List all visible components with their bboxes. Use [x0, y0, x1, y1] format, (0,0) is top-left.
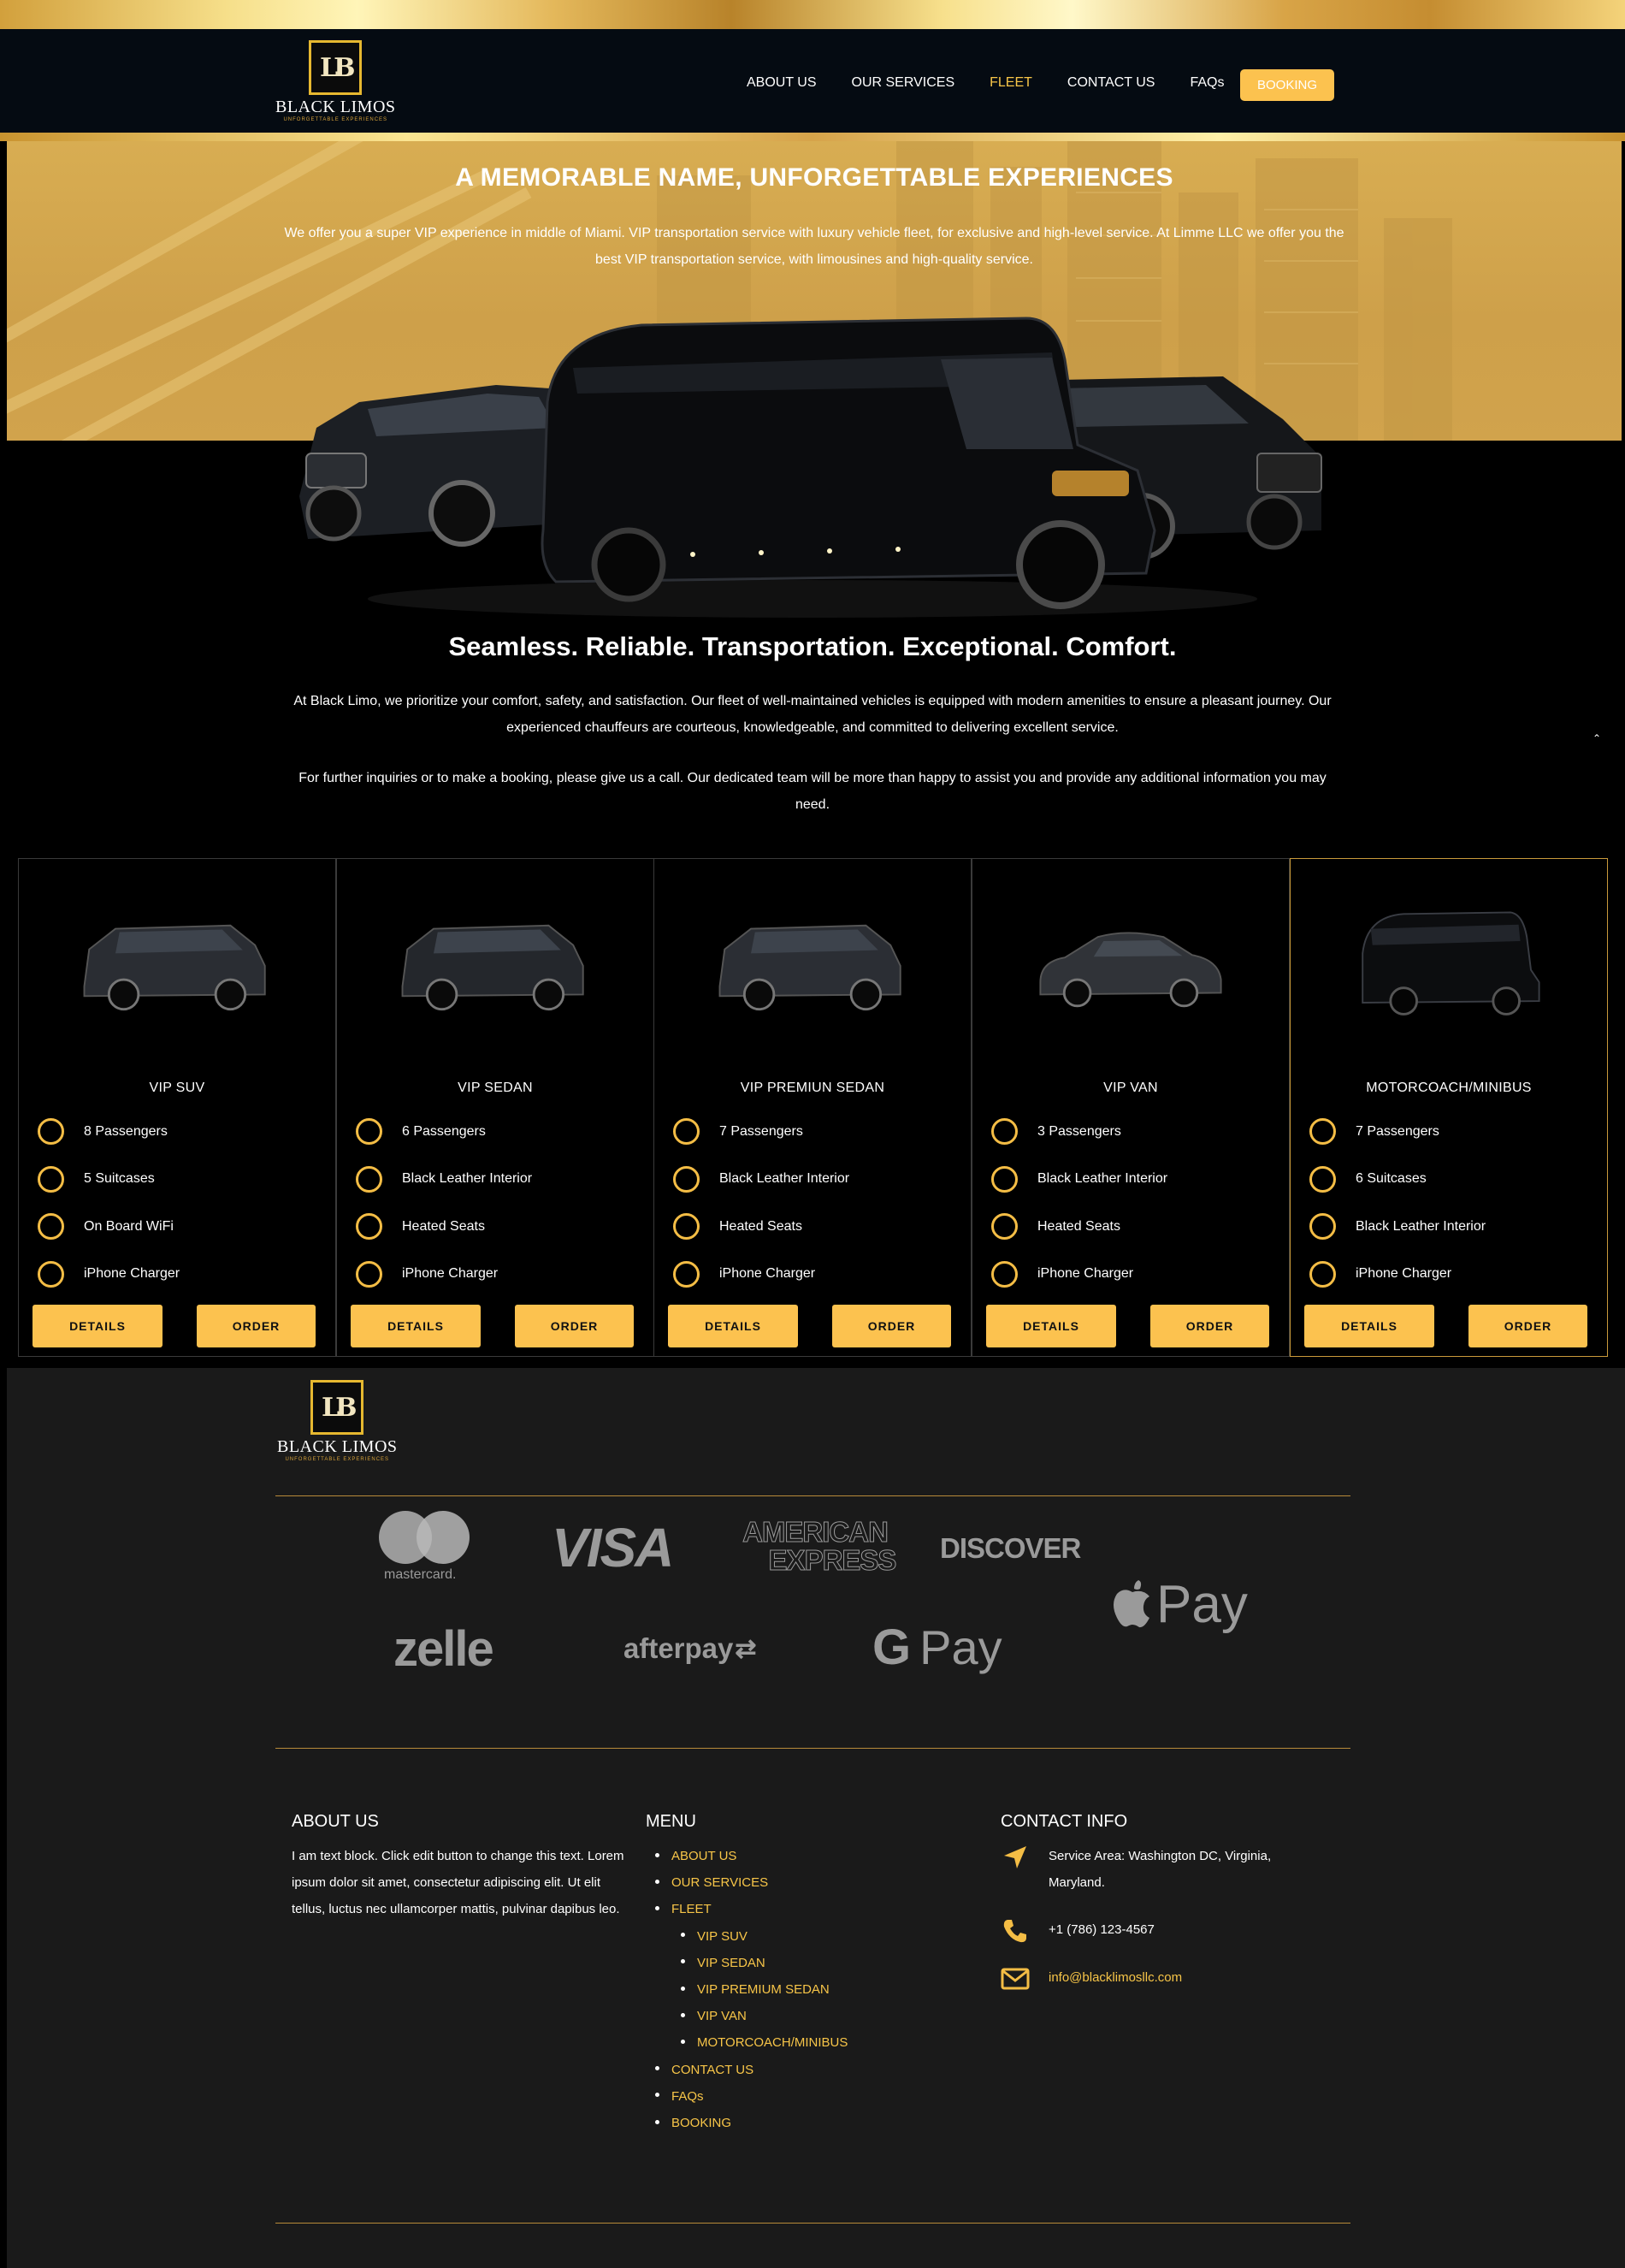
zelle-logo: zelle — [393, 1621, 493, 1677]
nav-about-us[interactable]: ABOUT US — [747, 75, 817, 90]
logo-name: BLACK LIMOS — [275, 98, 396, 116]
amex-logo: AMERICAN EXPRESS — [742, 1516, 896, 1576]
logo-tagline: UNFORGETTABLE EXPERIENCES — [283, 117, 388, 122]
footer-menu-item — [655, 2110, 848, 2136]
feature-label: Black Leather Interior — [402, 1171, 533, 1186]
feature-item — [673, 1261, 815, 1288]
fleet-vehicles-image — [282, 308, 1351, 625]
feature-item — [1309, 1261, 1451, 1288]
fleet-card — [972, 858, 1290, 1357]
fleet-card — [653, 858, 972, 1357]
google-pay-logo: G Pay — [872, 1620, 1002, 1675]
circle-bullet-icon — [673, 1166, 700, 1193]
fleet-card — [336, 858, 654, 1357]
feature-label: iPhone Charger — [402, 1266, 499, 1281]
feature-label: 6 Suitcases — [1356, 1171, 1427, 1186]
feature-label: 7 Passengers — [1356, 1123, 1439, 1139]
feature-item — [991, 1118, 1121, 1145]
footer-link-our-services[interactable]: OUR SERVICES — [671, 1875, 769, 1891]
feature-item — [356, 1118, 486, 1145]
hero-text: We offer you a super VIP experience in middle of Miami. VIP transportation service with luxury vehicle fleet, for exclusive and high-level service. At Limme LLC we offer you the best VIP transportation service, with limousines and high-quality service. — [284, 226, 1344, 267]
afterpay-logo: afterpay ⇄ — [623, 1632, 757, 1664]
circle-bullet-icon — [991, 1213, 1018, 1240]
feature-label: Heated Seats — [1037, 1218, 1120, 1234]
footer-submenu-item — [681, 1976, 848, 2003]
footer-link-vip-premium-sedan[interactable]: VIP PREMIUM SEDAN — [697, 1982, 830, 1998]
nav-divider — [0, 133, 1625, 141]
feature-label: On Board WiFi — [84, 1218, 174, 1234]
feature-item — [991, 1261, 1133, 1288]
footer-link-vip-van[interactable]: VIP VAN — [697, 2009, 747, 2024]
order-button[interactable]: ORDER — [197, 1305, 316, 1347]
vehicle-title: VIP PREMIUN SEDAN — [740, 1081, 885, 1095]
feature-label: Black Leather Interior — [1356, 1218, 1486, 1234]
circle-bullet-icon — [673, 1261, 700, 1288]
circle-bullet-icon — [38, 1213, 64, 1240]
feature-label: iPhone Charger — [84, 1266, 180, 1281]
vehicle-image — [74, 902, 280, 1021]
order-button[interactable]: ORDER — [515, 1305, 634, 1347]
nav-faqs[interactable]: FAQs — [1190, 75, 1225, 90]
circle-bullet-icon — [356, 1166, 382, 1193]
circle-bullet-icon — [991, 1261, 1018, 1288]
top-gold-bar — [0, 0, 1625, 29]
circle-bullet-icon — [991, 1166, 1018, 1193]
details-button[interactable]: DETAILS — [32, 1305, 162, 1347]
feature-label: Heated Seats — [402, 1218, 485, 1234]
feature-label: 3 Passengers — [1037, 1123, 1121, 1139]
footer-logo-tagline: UNFORGETTABLE EXPERIENCES — [285, 1457, 390, 1462]
order-button[interactable]: ORDER — [1150, 1305, 1269, 1347]
feature-label: 7 Passengers — [719, 1123, 803, 1139]
circle-bullet-icon — [673, 1118, 700, 1145]
footer-divider-bottom — [275, 2223, 1350, 2224]
feature-item — [38, 1213, 174, 1240]
vehicle-title: VIP VAN — [1103, 1081, 1158, 1095]
feature-label: Black Leather Interior — [1037, 1171, 1168, 1186]
intro-paragraph-1: At Black Limo, we prioritize your comfort, safety, and satisfaction. Our fleet of well-maintained vehicles is equipped with modern amenities to ensure a pleasant journey. Our experienced chauffeurs are courteous, knowledgeable, and committed to delivering excellent service. — [293, 694, 1332, 735]
apple-pay-logo: Pay — [1112, 1574, 1248, 1635]
footer-menu-item — [655, 1896, 848, 2056]
feature-item — [673, 1213, 802, 1240]
circle-bullet-icon — [38, 1166, 64, 1193]
location-arrow-icon — [1001, 1843, 1030, 1872]
main-menu — [747, 75, 1259, 91]
contact-email — [1001, 1964, 1182, 1993]
feature-item — [673, 1166, 849, 1193]
footer-logo[interactable] — [277, 1380, 398, 1462]
footer-submenu-item — [681, 2029, 848, 2056]
feature-item — [356, 1261, 498, 1288]
circle-bullet-icon — [1309, 1166, 1336, 1193]
feature-item — [38, 1261, 180, 1288]
footer-about-text: I am text block. Click edit button to change this text. Lorem ipsum dolor sit amet, consectetur adipiscing elit. Ut elit tellus, luctus nec ullamcorper mattis, pulvinar dapibus leo. — [292, 1849, 624, 1916]
details-button[interactable]: DETAILS — [668, 1305, 798, 1347]
footer-link-fleet[interactable]: FLEET — [671, 1902, 712, 1917]
feature-label: iPhone Charger — [1037, 1266, 1134, 1281]
envelope-icon — [1001, 1964, 1030, 1993]
footer-menu-item — [655, 1843, 848, 1869]
circle-bullet-icon — [356, 1118, 382, 1145]
circle-bullet-icon — [38, 1261, 64, 1288]
feature-label: iPhone Charger — [719, 1266, 816, 1281]
feature-label: Heated Seats — [719, 1218, 802, 1234]
footer-logo-name: BLACK LIMOS — [277, 1437, 398, 1456]
feature-item — [991, 1213, 1120, 1240]
nav-fleet[interactable]: FLEET — [990, 75, 1032, 90]
nav-contact-us[interactable]: CONTACT US — [1067, 75, 1155, 90]
vehicle-image — [1028, 902, 1233, 1021]
footer-link-faqs[interactable]: FAQs — [671, 2088, 704, 2104]
vehicle-title: VIP SEDAN — [458, 1081, 533, 1095]
order-button[interactable]: ORDER — [1468, 1305, 1587, 1347]
feature-item — [38, 1166, 155, 1193]
feature-item — [1309, 1166, 1427, 1193]
apple-icon — [1112, 1580, 1153, 1630]
footer-link-booking[interactable]: BOOKING — [671, 2116, 732, 2131]
footer-divider-middle — [275, 1748, 1350, 1749]
footer-menu-title: MENU — [646, 1812, 696, 1831]
footer-link-motorcoach[interactable]: MOTORCOACH/MINIBUS — [697, 2035, 848, 2051]
footer-menu — [655, 1843, 848, 2136]
footer-menu-item — [655, 2083, 848, 2110]
footer-link-contact-us[interactable]: CONTACT US — [671, 2062, 754, 2077]
contact-phone: +1 (786) 123-4567 — [1001, 1916, 1155, 1945]
feature-item — [38, 1118, 168, 1145]
feature-label: Black Leather Interior — [719, 1171, 850, 1186]
feature-item — [673, 1118, 803, 1145]
footer-divider-top — [275, 1495, 1350, 1496]
footer-logo-emblem: LB — [310, 1380, 363, 1435]
fleet-card — [1290, 858, 1608, 1357]
footer-menu-item — [655, 1869, 848, 1896]
order-button[interactable]: ORDER — [832, 1305, 951, 1347]
vehicle-image — [393, 902, 598, 1021]
footer-link-vip-sedan[interactable]: VIP SEDAN — [697, 1955, 765, 1970]
scroll-top-button[interactable]: ⌃ — [1592, 732, 1602, 744]
nav-our-services[interactable]: OUR SERVICES — [851, 75, 955, 90]
fleet-card — [18, 858, 336, 1357]
contact-service-area: Service Area: Washington DC, Virginia, Maryland. — [1001, 1843, 1305, 1896]
visa-logo: VISA — [552, 1517, 673, 1578]
footer-submenu-item — [681, 2003, 848, 2029]
phone-icon — [1001, 1916, 1030, 1945]
vehicle-image — [710, 902, 915, 1021]
circle-bullet-icon — [991, 1118, 1018, 1145]
details-button[interactable]: DETAILS — [1304, 1305, 1434, 1347]
footer-submenu-item — [681, 1950, 848, 1976]
footer-link-vip-suv[interactable]: VIP SUV — [697, 1928, 748, 1944]
feature-item — [1309, 1118, 1439, 1145]
footer-submenu-item — [681, 1923, 848, 1950]
circle-bullet-icon — [356, 1261, 382, 1288]
circle-bullet-icon — [1309, 1118, 1336, 1145]
circle-bullet-icon — [1309, 1261, 1336, 1288]
vehicle-title: VIP SUV — [149, 1081, 205, 1095]
feature-label: 5 Suitcases — [84, 1171, 155, 1186]
feature-item — [356, 1213, 485, 1240]
circle-bullet-icon — [1309, 1213, 1336, 1240]
circle-bullet-icon — [38, 1118, 64, 1145]
vehicle-image — [1346, 902, 1551, 1021]
email-link[interactable]: info@blacklimosllc.com — [1049, 1970, 1183, 1985]
discover-logo: DISCOVER — [940, 1532, 1081, 1564]
logo[interactable] — [275, 40, 396, 122]
logo-emblem: LB — [309, 40, 362, 95]
feature-item — [1309, 1213, 1486, 1240]
footer-link-about-us[interactable]: ABOUT US — [671, 1849, 737, 1863]
feature-label: 6 Passengers — [402, 1123, 486, 1139]
sprinter-van-shape — [542, 318, 1155, 606]
feature-label: iPhone Charger — [1356, 1266, 1452, 1281]
footer-about-title: ABOUT US — [292, 1812, 379, 1831]
footer-fleet-submenu — [655, 1923, 848, 2057]
feature-item — [991, 1166, 1167, 1193]
circle-bullet-icon — [673, 1213, 700, 1240]
feature-item — [356, 1166, 532, 1193]
circle-bullet-icon — [356, 1213, 382, 1240]
vehicle-title: MOTORCOACH/MINIBUS — [1366, 1081, 1532, 1095]
feature-label: 8 Passengers — [84, 1123, 168, 1139]
intro-paragraph-2: For further inquiries or to make a booking, please give us a call. Our dedicated team will be more than happy to assist you and provide any additional information you may need. — [298, 771, 1327, 812]
footer-contact-title: CONTACT INFO — [1001, 1812, 1128, 1831]
details-button[interactable]: DETAILS — [986, 1305, 1116, 1347]
mastercard-logo: mastercard. — [379, 1511, 473, 1588]
hero-title: A MEMORABLE NAME, UNFORGETTABLE EXPERIENCES — [455, 163, 1173, 192]
section-title: Seamless. Reliable. Transportation. Exceptional. Comfort. — [448, 631, 1177, 661]
footer-menu-item — [655, 2057, 848, 2083]
booking-button[interactable]: BOOKING — [1240, 69, 1334, 101]
details-button[interactable]: DETAILS — [351, 1305, 481, 1347]
